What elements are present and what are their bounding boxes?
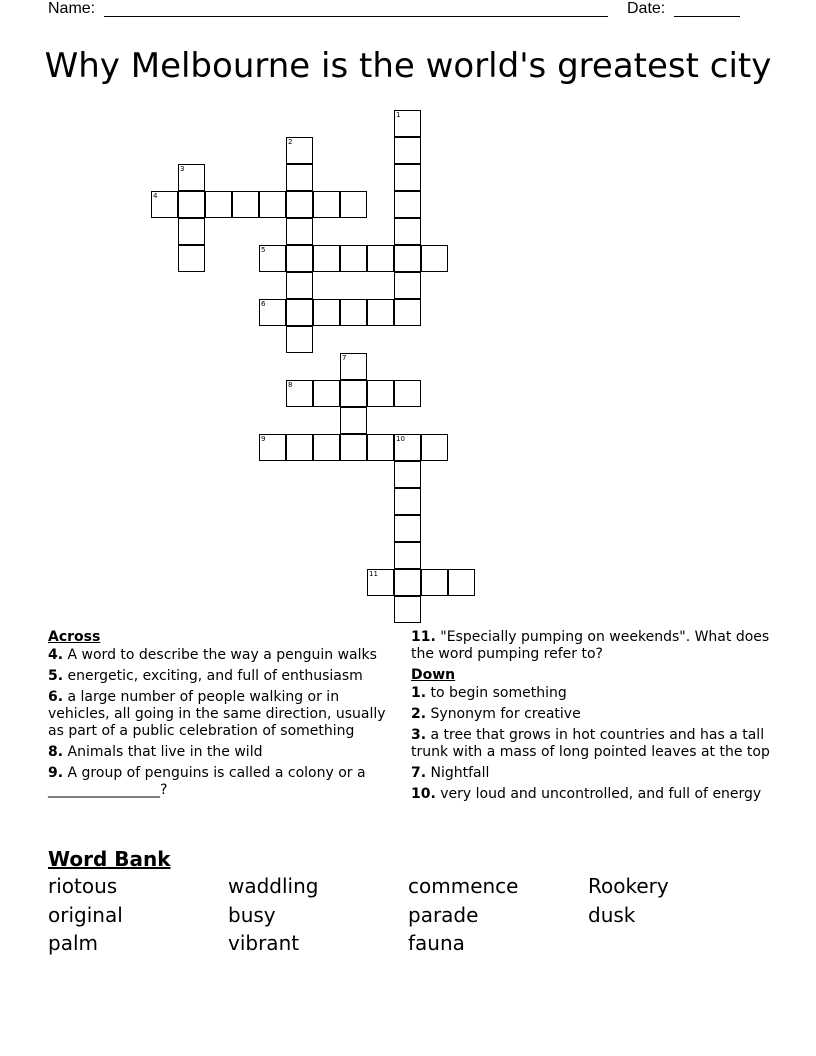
grid-cell[interactable] <box>286 272 313 299</box>
word-bank-word: commence <box>408 874 519 898</box>
grid-cell[interactable] <box>394 380 421 407</box>
grid-cell[interactable] <box>340 299 367 326</box>
grid-cell[interactable] <box>178 164 205 191</box>
grid-cell[interactable] <box>394 515 421 542</box>
grid-cell[interactable] <box>394 110 421 137</box>
grid-cell[interactable] <box>394 191 421 218</box>
clue-number-label: 5 <box>261 246 266 254</box>
grid-cell[interactable] <box>340 353 367 380</box>
clue-number: 10. <box>411 786 436 802</box>
clue-number-label: 2 <box>288 138 293 146</box>
grid-cell[interactable] <box>394 542 421 569</box>
grid-cell[interactable] <box>367 380 394 407</box>
clue-number: 9. <box>48 765 64 781</box>
clue-across-6 <box>48 689 393 740</box>
word-bank-word: original <box>48 903 123 927</box>
down-heading: Down <box>411 667 456 683</box>
word-bank-title: Word Bank <box>48 847 171 871</box>
grid-cell[interactable] <box>178 191 205 218</box>
clue-text: to begin something <box>430 685 567 701</box>
clue-text: Nightfall <box>430 765 490 781</box>
clue-text: energetic, exciting, and full of enthusiasm <box>67 668 363 684</box>
clue-number: 7. <box>411 765 427 781</box>
page-title: Why Melbourne is the world's greatest city <box>44 46 772 86</box>
grid-cell[interactable] <box>178 218 205 245</box>
grid-cell[interactable] <box>259 245 286 272</box>
grid-cell[interactable] <box>367 569 394 596</box>
grid-cell[interactable] <box>232 191 259 218</box>
word-bank-word: Rookery <box>588 874 669 898</box>
clue-text: a large number of people walking or in vehicles, all going in the same direction, usually as part of a public celebration of something <box>48 689 386 739</box>
date-label: Date: <box>627 0 666 17</box>
clue-across-9 <box>48 765 393 799</box>
clue-number: 2. <box>411 706 427 722</box>
word-bank-word: fauna <box>408 931 465 955</box>
grid-cell[interactable] <box>259 191 286 218</box>
clue-text: a tree that grows in hot countries and has a tall trunk with a mass of long pointed leaves at the top <box>411 727 770 760</box>
grid-cell[interactable] <box>286 137 313 164</box>
grid-cell[interactable] <box>286 245 313 272</box>
word-bank-word: dusk <box>588 903 636 927</box>
grid-cell[interactable] <box>394 245 421 272</box>
grid-cell[interactable] <box>367 299 394 326</box>
clue-across-8 <box>48 744 393 761</box>
grid-cell[interactable] <box>394 434 421 461</box>
clue-number: 8. <box>48 744 64 760</box>
clue-down-3 <box>411 727 771 761</box>
grid-cell[interactable] <box>286 218 313 245</box>
clue-down-10 <box>411 786 771 803</box>
clue-across-11 <box>411 629 771 663</box>
grid-cell[interactable] <box>394 596 421 623</box>
grid-cell[interactable] <box>151 191 178 218</box>
clue-text: very loud and uncontrolled, and full of energy <box>440 786 762 802</box>
grid-cell[interactable] <box>394 299 421 326</box>
word-bank-word: palm <box>48 931 98 955</box>
clue-number-label: 11 <box>369 570 378 578</box>
clue-number: 4. <box>48 647 64 663</box>
grid-cell[interactable] <box>178 245 205 272</box>
grid-cell[interactable] <box>313 434 340 461</box>
clue-text: A group of penguins is called a colony or a ________________? <box>48 765 366 798</box>
word-bank-word: riotous <box>48 874 118 898</box>
grid-cell[interactable] <box>421 569 448 596</box>
grid-cell[interactable] <box>286 191 313 218</box>
clue-down-7 <box>411 765 771 782</box>
grid-cell[interactable] <box>367 434 394 461</box>
clue-number: 1. <box>411 685 427 701</box>
grid-cell[interactable] <box>313 191 340 218</box>
grid-cell[interactable] <box>259 434 286 461</box>
grid-cell[interactable] <box>394 137 421 164</box>
clue-number-label: 3 <box>180 165 185 173</box>
grid-cell[interactable] <box>205 191 232 218</box>
clue-number-label: 6 <box>261 300 266 308</box>
grid-cell[interactable] <box>394 218 421 245</box>
grid-cell[interactable] <box>448 569 475 596</box>
clues-right-column <box>411 629 771 807</box>
grid-cell[interactable] <box>340 407 367 434</box>
word-bank-word: waddling <box>228 874 319 898</box>
grid-cell[interactable] <box>367 245 394 272</box>
word-bank-word: parade <box>408 903 479 927</box>
grid-cell[interactable] <box>340 245 367 272</box>
clues-left-column <box>48 629 393 803</box>
grid-cell[interactable] <box>394 461 421 488</box>
clue-number-label: 9 <box>261 435 266 443</box>
grid-cell[interactable] <box>394 488 421 515</box>
clue-text: A word to describe the way a penguin walks <box>67 647 377 663</box>
grid-cell[interactable] <box>421 434 448 461</box>
clue-text: Synonym for creative <box>430 706 581 722</box>
grid-cell[interactable] <box>394 569 421 596</box>
clue-number: 6. <box>48 689 64 705</box>
grid-cell[interactable] <box>286 326 313 353</box>
grid-cell[interactable] <box>421 245 448 272</box>
clue-number-label: 4 <box>153 192 158 200</box>
grid-cell[interactable] <box>286 299 313 326</box>
clue-number: 5. <box>48 668 64 684</box>
clue-number: 11. <box>411 629 436 645</box>
clue-across-5 <box>48 668 393 685</box>
word-bank-word: busy <box>228 903 276 927</box>
clue-down-2 <box>411 706 771 723</box>
clue-number-label: 8 <box>288 381 293 389</box>
grid-cell[interactable] <box>313 245 340 272</box>
clue-across-4 <box>48 647 393 664</box>
grid-cell[interactable] <box>286 380 313 407</box>
grid-cell[interactable] <box>394 272 421 299</box>
grid-cell[interactable] <box>394 164 421 191</box>
grid-cell[interactable] <box>259 299 286 326</box>
grid-cell[interactable] <box>340 434 367 461</box>
word-bank-word: vibrant <box>228 931 300 955</box>
grid-cell[interactable] <box>286 164 313 191</box>
clue-number-label: 1 <box>396 111 401 119</box>
grid-cell[interactable] <box>340 380 367 407</box>
clue-down-1 <box>411 685 771 702</box>
grid-cell[interactable] <box>313 380 340 407</box>
clue-number: 3. <box>411 727 427 743</box>
grid-cell[interactable] <box>286 434 313 461</box>
across-heading: Across <box>48 629 101 645</box>
clue-number-label: 7 <box>342 354 347 362</box>
grid-cell[interactable] <box>313 299 340 326</box>
clue-number-label: 10 <box>396 435 405 443</box>
grid-cell[interactable] <box>340 191 367 218</box>
clue-text: Animals that live in the wild <box>67 744 263 760</box>
name-label: Name: <box>48 0 96 17</box>
clue-text: "Especially pumping on weekends". What does the word pumping refer to? <box>411 629 770 662</box>
